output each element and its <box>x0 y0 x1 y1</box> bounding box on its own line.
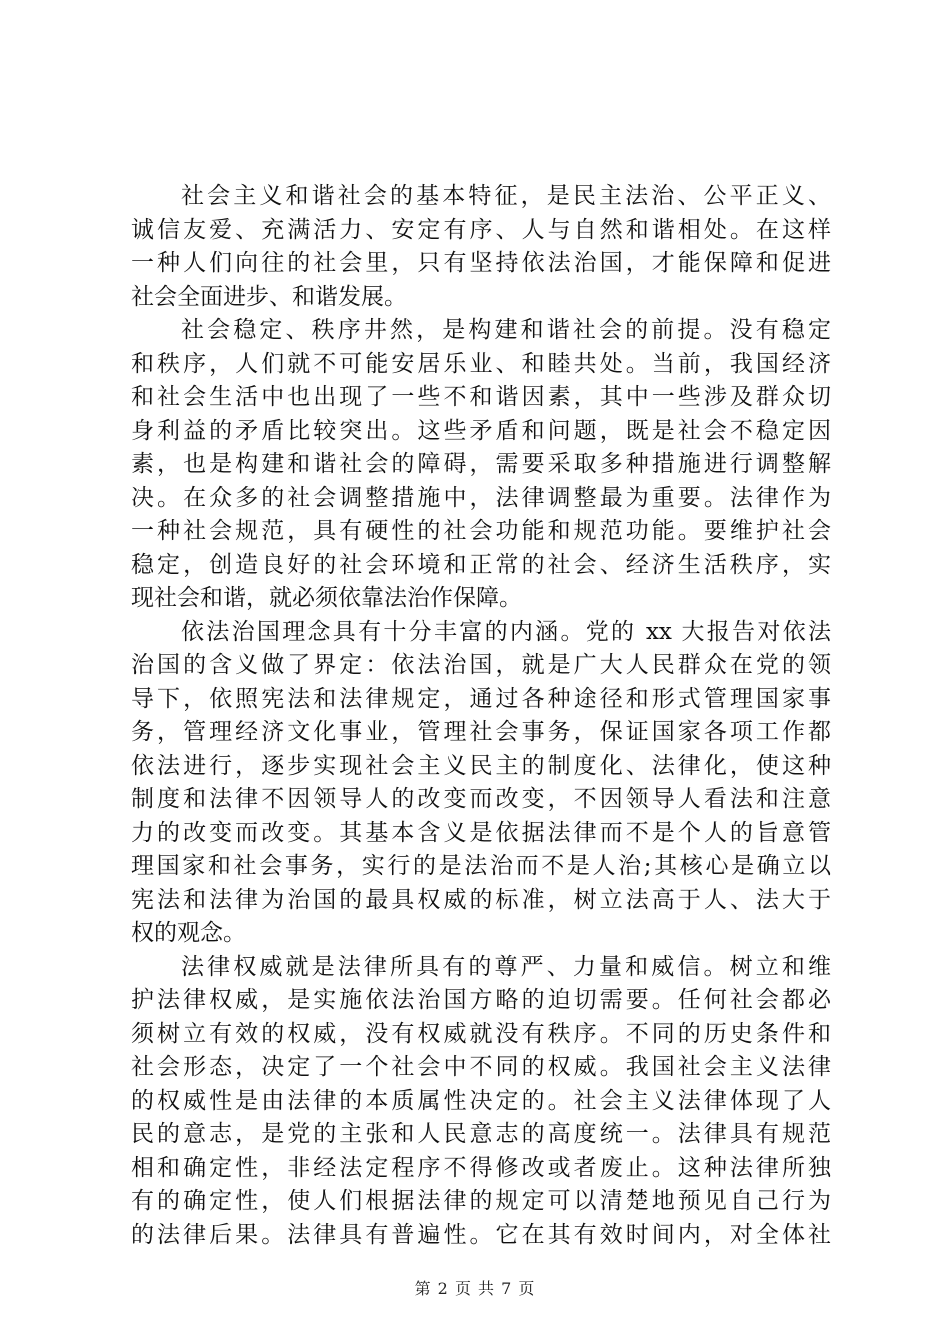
text-line: 民的意志，是党的主张和人民意志的高度统一。法律具有规范 <box>131 1121 831 1147</box>
text-line: 制度和法律不因领导人的改变而改变，不因领导人看法和注意 <box>131 786 831 812</box>
text-line: 相和确定性，非经法定程序不得修改或者废止。这种法律所独 <box>131 1154 831 1181</box>
text-line: 的权威性是由法律的本质属性决定的。社会主义法律体现了人 <box>131 1087 831 1114</box>
text-line: 依法进行，逐步实现社会主义民主的制度化、法律化，使这种 <box>131 752 831 779</box>
text-line: 法律权威就是法律所具有的尊严、力量和威信。树立和维 <box>181 953 831 980</box>
text-line: 一种人们向往的社会里，只有坚持依法治国，才能保障和促进 <box>131 250 831 276</box>
text-line: 和秩序，人们就不可能安居乐业、和睦共处。当前，我国经济 <box>131 350 831 377</box>
text-line: 务，管理经济文化事业，管理社会事务，保证国家各项工作都 <box>131 719 831 745</box>
text-line: 身利益的矛盾比较突出。这些矛盾和问题，既是社会不稳定因 <box>131 417 831 444</box>
text-line: 权的观念。 <box>131 920 246 946</box>
text-line: 护法律权威，是实施依法治国方略的迫切需要。任何社会都必 <box>131 987 831 1013</box>
text-line: 社会主义和谐社会的基本特征，是民主法治、公平正义、 <box>181 183 831 209</box>
text-line: 有的确定性，使人们根据法律的规定可以清楚地预见自己行为 <box>131 1188 831 1214</box>
text-line: 社会稳定、秩序井然，是构建和谐社会的前提。没有稳定 <box>181 317 831 343</box>
text-line: 稳定，创造良好的社会环境和正常的社会、经济生活秩序，实 <box>131 551 831 578</box>
text-line: 现社会和谐，就必须依靠法治作保障。 <box>131 585 522 611</box>
text-line: 宪法和法律为治国的最具权威的标准，树立法高于人、法大于 <box>131 886 831 913</box>
text-line: 治国的含义做了界定：依法治国，就是广大人民群众在党的领 <box>131 652 831 678</box>
text-line: 和社会生活中也出现了一些不和谐因素，其中一些涉及群众切 <box>131 384 831 410</box>
text-line: 导下，依照宪法和法律规定，通过各种途径和形式管理国家事 <box>131 685 831 712</box>
text-line: 理国家和社会事务，实行的是法治而不是人治;其核心是确立以 <box>131 853 831 879</box>
text-line: 诚信友爱、充满活力、安定有序、人与自然和谐相处。在这样 <box>131 216 831 243</box>
text-line: 素，也是构建和谐社会的障碍，需要采取多种措施进行调整解 <box>131 451 831 477</box>
text-line: 力的改变而改变。其基本含义是依据法律而不是个人的旨意管 <box>131 819 831 846</box>
text-line: 的法律后果。法律具有普遍性。它在其有效时间内，对全体社 <box>131 1221 831 1248</box>
text-line: 依法治国理念具有十分丰富的内涵。党的 xx 大报告对依法 <box>181 618 831 645</box>
text-line: 决。在众多的社会调整措施中，法律调整最为重要。法律作为 <box>131 484 831 511</box>
text-line: 社会形态，决定了一个社会中不同的权威。我国社会主义法律 <box>131 1054 831 1080</box>
document-body <box>131 180 831 1252</box>
page-number-footer: 第 2 页 共 7 页 <box>414 1279 536 1298</box>
text-line: 一种社会规范，具有硬性的社会功能和规范功能。要维护社会 <box>131 518 831 544</box>
text-line: 社会全面进步、和谐发展。 <box>131 283 407 310</box>
text-line: 须树立有效的权威，没有权威就没有秩序。不同的历史条件和 <box>131 1020 831 1047</box>
